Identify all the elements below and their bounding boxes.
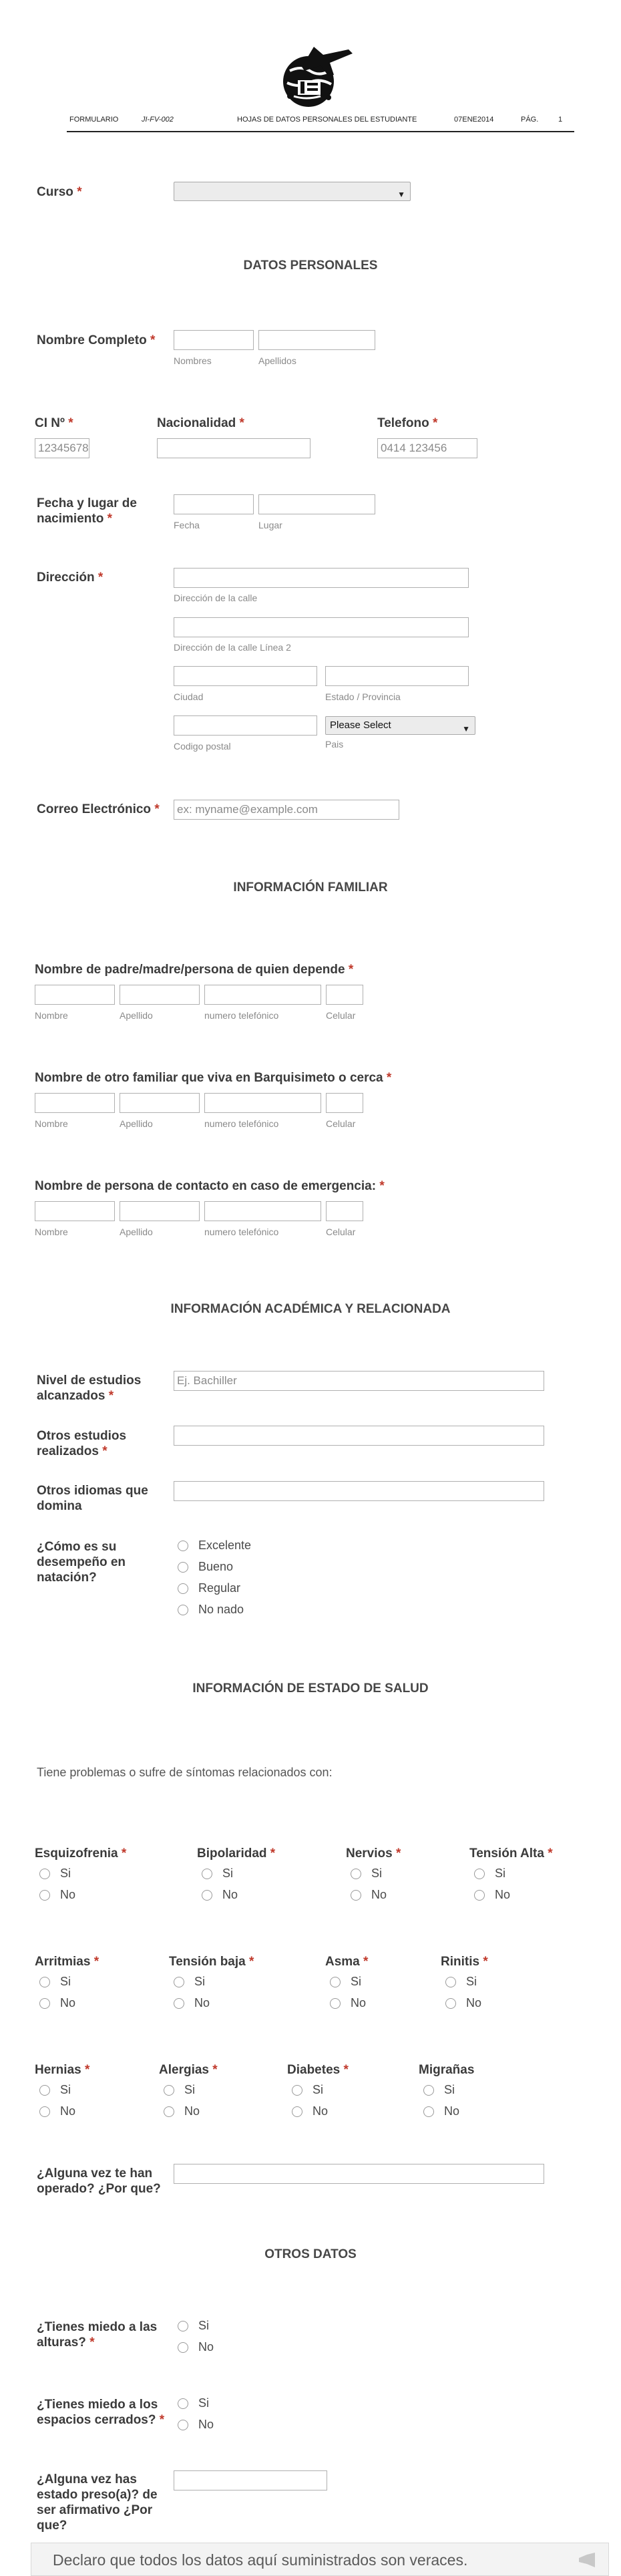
natacion-regular-radio[interactable] — [178, 1583, 188, 1594]
padre-telefono-sublabel: numero telefónico — [204, 1010, 279, 1021]
esquizofrenia-si-radio[interactable] — [39, 1869, 50, 1879]
chevron-down-icon: ▼ — [462, 724, 470, 734]
nervios-si-label: Si — [371, 1867, 383, 1880]
otro-apellido-sublabel: Apellido — [120, 1118, 153, 1129]
padre-nombre-input[interactable] — [35, 985, 115, 1005]
tension-baja-label: Tensión baja * — [169, 1955, 254, 1969]
codigo-postal-input[interactable] — [174, 715, 317, 736]
correo-input[interactable]: ex: myname@example.com — [174, 800, 399, 820]
ci-label: CI Nº * — [35, 416, 73, 430]
migranas-si-label: Si — [444, 2083, 455, 2096]
bipolaridad-no-radio[interactable] — [202, 1890, 212, 1901]
bipolaridad-si-label: Si — [222, 1867, 234, 1880]
section-otros-datos: OTROS DATOS — [264, 2247, 357, 2261]
tension-baja-no-label: No — [194, 1996, 210, 2009]
tension-alta-label: Tensión Alta * — [469, 1846, 553, 1861]
asma-no-label: No — [351, 1996, 367, 2009]
hernias-no-radio[interactable] — [39, 2106, 50, 2117]
rinitis-no-label: No — [466, 1996, 482, 2009]
section-informacion-academica: INFORMACIÓN ACADÉMICA Y RELACIONADA — [170, 1302, 451, 1316]
tension-alta-si-radio[interactable] — [474, 1869, 485, 1879]
salud-intro: Tiene problemas o sufre de síntomas relacionados con: — [37, 1766, 333, 1779]
natacion-excelente-radio[interactable] — [178, 1541, 188, 1551]
arritmias-no-label: No — [60, 1996, 76, 2009]
asma-label: Asma * — [325, 1955, 369, 1969]
logo — [267, 41, 354, 108]
bipolaridad-si-radio[interactable] — [202, 1869, 212, 1879]
operado-input[interactable] — [174, 2164, 544, 2184]
nacionalidad-input[interactable] — [157, 438, 310, 458]
pais-select[interactable]: Please Select ▼ — [325, 716, 475, 735]
contacto-telefono-input[interactable] — [204, 1201, 321, 1221]
header-title: HOJAS DE DATOS PERSONALES DEL ESTUDIANTE — [237, 116, 417, 124]
nombre-label: Nombre Completo * — [37, 333, 156, 347]
alturas-label: ¿Tienes miedo a las alturas? * — [37, 2320, 158, 2350]
padre-celular-input[interactable] — [326, 985, 363, 1005]
padre-telefono-input[interactable] — [204, 985, 321, 1005]
alturas-no-radio[interactable] — [178, 2342, 188, 2353]
rinitis-no-radio[interactable] — [445, 1998, 456, 2009]
header-pag-num: 1 — [558, 116, 563, 124]
estado-sublabel: Estado / Provincia — [325, 691, 401, 702]
padre-apellido-input[interactable] — [120, 985, 200, 1005]
header-divider — [67, 131, 574, 132]
header-date: 07ENE2014 — [454, 116, 494, 124]
hernias-si-label: Si — [60, 2083, 71, 2096]
arritmias-no-radio[interactable] — [39, 1998, 50, 2009]
tension-alta-si-label: Si — [495, 1867, 506, 1880]
otro-celular-input[interactable] — [326, 1093, 363, 1113]
direccion-calle2-input[interactable] — [174, 617, 469, 637]
otros-estudios-input[interactable] — [174, 1426, 544, 1446]
hernias-si-radio[interactable] — [39, 2085, 50, 2096]
espacios-cerrados-label: ¿Tienes miedo a los espacios cerrados? * — [37, 2398, 165, 2427]
preso-input[interactable] — [174, 2470, 327, 2490]
preso-label: ¿Alguna vez has estado preso(a)? de ser afirmativo ¿Por que? — [37, 2472, 158, 2533]
alturas-no-label: No — [198, 2340, 214, 2354]
migranas-no-label: No — [444, 2104, 460, 2118]
contacto-nombre-sublabel: Nombre — [35, 1227, 68, 1237]
alturas-si-radio[interactable] — [178, 2321, 188, 2331]
asma-si-radio[interactable] — [330, 1977, 341, 1987]
estado-input[interactable] — [325, 666, 469, 686]
arritmias-si-radio[interactable] — [39, 1977, 50, 1987]
diabetes-label: Diabetes * — [287, 2063, 349, 2077]
alergias-no-label: No — [184, 2104, 200, 2118]
declaracion-text: Declaro que todos los datos aquí suministrados son veraces. — [53, 2551, 468, 2569]
migranas-si-radio[interactable] — [423, 2085, 434, 2096]
natacion-bueno-radio[interactable] — [178, 1562, 188, 1573]
lugar-sublabel: Lugar — [258, 520, 282, 530]
diabetes-si-label: Si — [313, 2083, 324, 2096]
nivel-estudios-label: Nivel de estudios alcanzados * — [37, 1374, 142, 1403]
operado-label: ¿Alguna vez te han operado? ¿Por que? — [37, 2166, 161, 2196]
rinitis-si-label: Si — [466, 1975, 477, 1988]
padre-apellido-sublabel: Apellido — [120, 1010, 153, 1021]
padre-label: Nombre de padre/madre/persona de quien depende * — [35, 963, 354, 977]
contacto-apellido-sublabel: Apellido — [120, 1227, 153, 1237]
contacto-apellido-input[interactable] — [120, 1201, 200, 1221]
otro-nombre-input[interactable] — [35, 1093, 115, 1113]
cerrados-no-label: No — [198, 2418, 214, 2431]
cerrados-si-label: Si — [198, 2396, 210, 2410]
section-datos-personales: DATOS PERSONALES — [243, 259, 378, 273]
rinitis-label: Rinitis * — [441, 1955, 488, 1969]
migranas-label: Migrañas — [419, 2063, 475, 2077]
header-formulario: FORMULARIO — [69, 116, 119, 124]
natacion-excelente-label: Excelente — [198, 1539, 252, 1552]
correo-label: Correo Electrónico * — [37, 802, 160, 816]
direccion-label: Dirección * — [37, 571, 104, 585]
curso-select[interactable] — [174, 182, 411, 201]
contacto-telefono-sublabel: numero telefónico — [204, 1227, 279, 1237]
cerrados-si-radio[interactable] — [178, 2398, 188, 2409]
diabetes-no-label: No — [313, 2104, 329, 2118]
megaphone-icon[interactable] — [578, 2553, 596, 2571]
airplane-globe-logo — [267, 41, 354, 108]
diabetes-si-radio[interactable] — [292, 2085, 302, 2096]
declaracion-bar — [31, 2543, 609, 2576]
telefono-label: Telefono * — [377, 416, 438, 430]
nivel-estudios-input[interactable]: Ej. Bachiller — [174, 1371, 544, 1391]
nacionalidad-label: Nacionalidad * — [157, 416, 244, 430]
bipolaridad-no-label: No — [222, 1888, 238, 1901]
alturas-si-label: Si — [198, 2319, 210, 2332]
ciudad-input[interactable] — [174, 666, 317, 686]
nervios-si-radio[interactable] — [351, 1869, 361, 1879]
esquizofrenia-label: Esquizofrenia * — [35, 1846, 127, 1861]
contacto-label: Nombre de persona de contacto en caso de emergencia: * — [35, 1179, 385, 1193]
direccion-calle2-sublabel: Dirección de la calle Línea 2 — [174, 642, 291, 653]
contacto-celular-input[interactable] — [326, 1201, 363, 1221]
section-informacion-familiar: INFORMACIÓN FAMILIAR — [233, 880, 388, 895]
tension-baja-si-radio[interactable] — [174, 1977, 184, 1987]
alergias-si-radio[interactable] — [164, 2085, 174, 2096]
asma-si-label: Si — [351, 1975, 362, 1988]
otro-celular-sublabel: Celular — [326, 1118, 356, 1129]
natacion-bueno-label: Bueno — [198, 1560, 234, 1573]
fecha-label: Fecha y lugar de nacimiento * — [37, 496, 137, 526]
otro-telefono-input[interactable] — [204, 1093, 321, 1113]
section-estado-salud: INFORMACIÓN DE ESTADO DE SALUD — [192, 1681, 429, 1696]
otro-apellido-input[interactable] — [120, 1093, 200, 1113]
pais-sublabel: Pais — [325, 739, 344, 750]
otros-idiomas-label: Otros idiomas que domina — [37, 1484, 148, 1513]
fecha-sublabel: Fecha — [174, 520, 200, 530]
header-code: JI-FV-002 — [142, 116, 174, 124]
header-pag-label: PÁG. — [521, 116, 539, 124]
alergias-si-label: Si — [184, 2083, 196, 2096]
contacto-celular-sublabel: Celular — [326, 1227, 356, 1237]
esquizofrenia-no-label: No — [60, 1888, 76, 1901]
arritmias-label: Arritmias * — [35, 1955, 99, 1969]
contacto-nombre-input[interactable] — [35, 1201, 115, 1221]
otro-telefono-sublabel: numero telefónico — [204, 1118, 279, 1129]
otros-idiomas-input[interactable] — [174, 1481, 544, 1501]
hernias-no-label: No — [60, 2104, 76, 2118]
telefono-input[interactable]: 0414 123456 — [377, 438, 477, 458]
natacion-no-nado-radio[interactable] — [178, 1605, 188, 1615]
padre-nombre-sublabel: Nombre — [35, 1010, 68, 1021]
curso-label: Curso * — [37, 185, 82, 199]
alergias-label: Alergias * — [159, 2063, 218, 2077]
direccion-calle-input[interactable] — [174, 568, 469, 588]
esquizofrenia-no-radio[interactable] — [39, 1890, 50, 1901]
direccion-calle-sublabel: Dirección de la calle — [174, 593, 258, 603]
otros-estudios-label: Otros estudios realizados * — [37, 1429, 127, 1458]
esquizofrenia-si-label: Si — [60, 1867, 71, 1880]
rinitis-si-radio[interactable] — [445, 1977, 456, 1987]
tension-baja-no-radio[interactable] — [174, 1998, 184, 2009]
tension-alta-no-radio[interactable] — [474, 1890, 485, 1901]
migranas-no-radio[interactable] — [423, 2106, 434, 2117]
padre-celular-sublabel: Celular — [326, 1010, 356, 1021]
chevron-down-icon: ▼ — [397, 190, 405, 199]
tension-baja-si-label: Si — [194, 1975, 206, 1988]
codigo-postal-sublabel: Codigo postal — [174, 741, 231, 752]
natacion-no-nado-label: No nado — [198, 1603, 244, 1616]
nombres-sublabel: Nombres — [174, 355, 212, 366]
bipolaridad-label: Bipolaridad * — [197, 1846, 276, 1861]
tension-alta-no-label: No — [495, 1888, 511, 1901]
apellidos-input[interactable] — [258, 330, 375, 350]
arritmias-si-label: Si — [60, 1975, 71, 1988]
alergias-no-radio[interactable] — [164, 2106, 174, 2117]
natacion-regular-label: Regular — [198, 1581, 241, 1595]
apellidos-sublabel: Apellidos — [258, 355, 296, 366]
natacion-label: ¿Cómo es su desempeño en natación? — [37, 1540, 126, 1585]
otro-familiar-label: Nombre de otro familiar que viva en Barquisimeto o cerca * — [35, 1071, 392, 1085]
nervios-no-radio[interactable] — [351, 1890, 361, 1901]
diabetes-no-radio[interactable] — [292, 2106, 302, 2117]
nervios-label: Nervios * — [346, 1846, 401, 1861]
otro-nombre-sublabel: Nombre — [35, 1118, 68, 1129]
nervios-no-label: No — [371, 1888, 387, 1901]
asma-no-radio[interactable] — [330, 1998, 341, 2009]
ciudad-sublabel: Ciudad — [174, 691, 204, 702]
hernias-label: Hernias * — [35, 2063, 90, 2077]
fecha-input[interactable] — [174, 494, 254, 514]
lugar-input[interactable] — [258, 494, 375, 514]
nombres-input[interactable] — [174, 330, 254, 350]
cerrados-no-radio[interactable] — [178, 2420, 188, 2430]
ci-input[interactable]: 12345678 — [35, 438, 89, 458]
